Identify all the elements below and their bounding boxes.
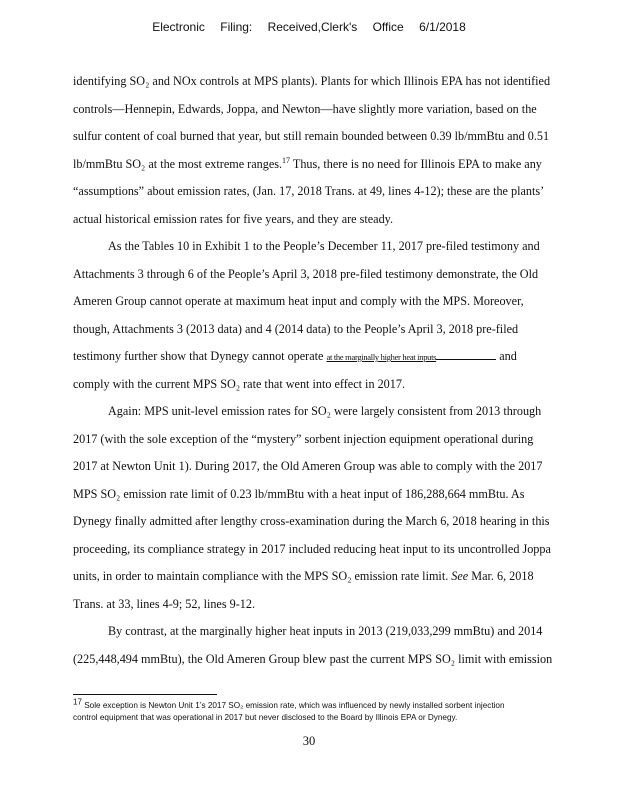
underline-gap xyxy=(436,350,496,360)
footnote-line xyxy=(73,697,573,712)
text-fragment: Thus, there is no need for Illinois EPA to make any xyxy=(290,156,542,171)
header-electronic: Electronic xyxy=(152,20,205,34)
text-line: 2017 (with the sole exception of the “mystery” sorbent injection equipment operational during xyxy=(73,431,534,446)
text-line: 2017 at Newton Unit 1). During 2017, the Old Ameren Group was able to comply with the 2017 xyxy=(73,459,543,473)
document-body xyxy=(73,68,613,673)
inserted-text: at the marginally higher heat inputs xyxy=(326,352,437,362)
footnote-separator xyxy=(73,694,217,695)
text-line: proceeding, its compliance strategy in 2017 included reducing heat input to its uncontrolled Joppa xyxy=(73,541,551,556)
header-date: 6/1/2018 xyxy=(419,20,466,34)
header-received: Received,Clerk's xyxy=(267,20,358,34)
text-line: Attachments 3 through 6 of the People’s April 3, 2018 pre-filed testimony demonstrate, the Old xyxy=(73,266,539,281)
text-line xyxy=(73,151,613,179)
text-fragment: Mar. 6, 2018 xyxy=(468,569,534,583)
text-fragment: testimony further show that Dynegy cannot operate xyxy=(73,349,324,363)
footnote xyxy=(73,697,573,724)
text-fragment: and xyxy=(496,349,517,363)
footnote-ref: 17 xyxy=(282,155,291,165)
footnote-number: 17 xyxy=(73,697,82,707)
text-line: (225,448,494 mmBtu), the Old Ameren Group blew past the current MPS SO₂ limit with emission xyxy=(73,651,553,666)
paragraph-3 xyxy=(73,398,613,618)
text-line: actual historical emission rates for five years, and they are steady. xyxy=(73,211,394,226)
text-line: Ameren Group cannot operate at maximum heat input and comply with the MPS. Moreover, xyxy=(73,294,524,308)
paragraph-1 xyxy=(73,68,613,233)
text-line: Trans. at 33, lines 4-9; 52, lines 9-12. xyxy=(73,596,256,611)
page-number: 30 xyxy=(302,734,316,748)
paragraph-4 xyxy=(73,618,613,673)
text-line xyxy=(73,343,613,371)
text-line: Dynegy finally admitted after lengthy cross-examination during the March 6, 2018 hearing in this xyxy=(73,514,550,528)
text-line: identifying SO₂ and NOx controls at MPS plants). Plants for which Illinois EPA has not identified xyxy=(73,74,551,88)
text-line: As the Tables 10 in Exhibit 1 to the People’s December 11, 2017 pre-filed testimony and xyxy=(108,239,540,253)
text-line: controls—Hennepin, Edwards, Joppa, and Newton—have slightly more variation, based on the xyxy=(73,101,537,116)
text-fragment: units, in order to maintain compliance with the MPS SO₂ emission rate limit. xyxy=(73,569,449,583)
text-line: MPS SO₂ emission rate limit of 0.23 lb/mmBtu with a heat input of 186,288,664 mmBtu. As xyxy=(73,486,525,501)
filing-header xyxy=(0,20,618,34)
text-line: By contrast, at the marginally higher heat inputs in 2013 (219,033,299 mmBtu) and 2014 xyxy=(108,624,543,638)
footnote-text: Sole exception is Newton Unit 1’s 2017 SO₂ emission rate, which was influenced by newly installed sorbent injection xyxy=(84,701,505,710)
text-line: sulfur content of coal burned that year, but still remain bounded between 0.39 lb/mmBtu and 0.51 xyxy=(73,129,550,143)
paragraph-2 xyxy=(73,233,613,398)
text-line xyxy=(73,563,613,591)
text-line: comply with the current MPS SO₂ rate that went into effect in 2017. xyxy=(73,376,406,391)
text-line: Again: MPS unit-level emission rates for SO₂ were largely consistent from 2013 through xyxy=(108,404,542,418)
text-fragment: lb/mmBtu SO₂ at the most extreme ranges. xyxy=(73,156,283,171)
text-line: though, Attachments 3 (2013 data) and 4 (2014 data) to the People’s April 3, 2018 pre-filed xyxy=(73,321,519,336)
footnote-line: control equipment that was operational in 2017 but never disclosed to the Board by Illinois EPA or Dynegy. xyxy=(73,713,458,722)
text-line: “assumptions” about emission rates, (Jan. 17, 2018 Trans. at 49, lines 4-12); these are the plants’ xyxy=(73,184,545,198)
citation-signal: See xyxy=(451,569,469,583)
header-office: Office xyxy=(372,20,404,34)
header-filing: Filing: xyxy=(220,20,253,34)
